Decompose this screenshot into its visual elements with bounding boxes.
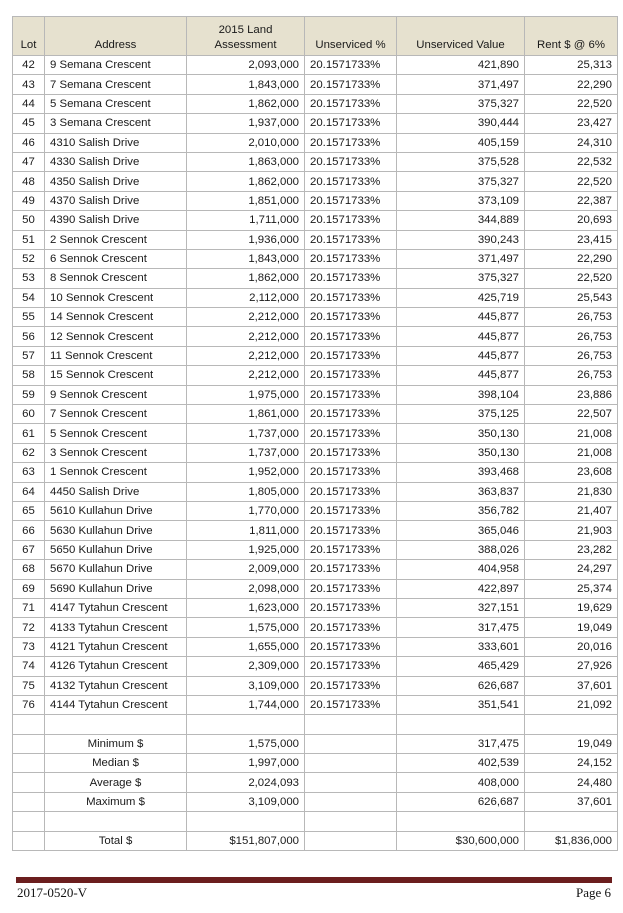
- cell-rent: 23,427: [525, 114, 618, 133]
- cell-unserviced-pct: 20.1571733%: [305, 424, 397, 443]
- cell-assessment: 1,623,000: [187, 598, 305, 617]
- blank-cell: [397, 715, 525, 734]
- cell-rent: 22,520: [525, 94, 618, 113]
- table-row: [13, 405, 618, 424]
- cell-rent: 26,753: [525, 346, 618, 365]
- cell-lot: 45: [13, 114, 45, 133]
- cell-assessment: 2,212,000: [187, 346, 305, 365]
- cell-rent: 21,903: [525, 521, 618, 540]
- blank-row: [13, 715, 618, 734]
- cell-lot: 49: [13, 191, 45, 210]
- cell-rent: 23,415: [525, 230, 618, 249]
- cell-unserviced-pct: 20.1571733%: [305, 637, 397, 656]
- cell-lot: 50: [13, 211, 45, 230]
- cell-lot: 62: [13, 443, 45, 462]
- cell-rent: 22,507: [525, 405, 618, 424]
- cell-assessment: 1,770,000: [187, 501, 305, 520]
- blank-cell: [305, 715, 397, 734]
- blank-cell: [13, 792, 45, 811]
- cell-address: 12 Sennok Crescent: [45, 327, 187, 346]
- cell-address: 7 Semana Crescent: [45, 75, 187, 94]
- cell-assessment: 1,937,000: [187, 114, 305, 133]
- blank-cell: [305, 773, 397, 792]
- cell-lot: 72: [13, 618, 45, 637]
- cell-unserviced-value: 371,497: [397, 249, 525, 268]
- cell-unserviced-pct: 20.1571733%: [305, 695, 397, 714]
- cell-lot: 56: [13, 327, 45, 346]
- cell-lot: 61: [13, 424, 45, 443]
- cell-address: 4132 Tytahun Crescent: [45, 676, 187, 695]
- summary-assessment: 3,109,000: [187, 792, 305, 811]
- table-row: [13, 579, 618, 598]
- cell-unserviced-value: 371,497: [397, 75, 525, 94]
- cell-assessment: 2,212,000: [187, 366, 305, 385]
- cell-unserviced-value: 393,468: [397, 463, 525, 482]
- cell-unserviced-pct: 20.1571733%: [305, 482, 397, 501]
- cell-unserviced-value: 373,109: [397, 191, 525, 210]
- table-row: [13, 327, 618, 346]
- cell-unserviced-pct: 20.1571733%: [305, 366, 397, 385]
- cell-unserviced-pct: 20.1571733%: [305, 56, 397, 75]
- cell-unserviced-value: 422,897: [397, 579, 525, 598]
- summary-rent: 24,480: [525, 773, 618, 792]
- cell-unserviced-pct: 20.1571733%: [305, 657, 397, 676]
- cell-lot: 76: [13, 695, 45, 714]
- table-row: [13, 191, 618, 210]
- cell-assessment: 1,805,000: [187, 482, 305, 501]
- table-row: [13, 230, 618, 249]
- cell-rent: 20,693: [525, 211, 618, 230]
- cell-unserviced-value: 365,046: [397, 521, 525, 540]
- cell-unserviced-value: 445,877: [397, 366, 525, 385]
- cell-lot: 52: [13, 249, 45, 268]
- total-assessment: $151,807,000: [187, 831, 305, 850]
- cell-assessment: 1,744,000: [187, 695, 305, 714]
- summary-row: [13, 773, 618, 792]
- total-label: Total $: [45, 831, 187, 850]
- cell-lot: 73: [13, 637, 45, 656]
- cell-assessment: 1,655,000: [187, 637, 305, 656]
- cell-address: 3 Sennok Crescent: [45, 443, 187, 462]
- table-row: [13, 637, 618, 656]
- cell-unserviced-pct: 20.1571733%: [305, 288, 397, 307]
- cell-lot: 67: [13, 540, 45, 559]
- cell-assessment: 1,711,000: [187, 211, 305, 230]
- table-row: [13, 152, 618, 171]
- cell-rent: 26,753: [525, 327, 618, 346]
- table-row: [13, 75, 618, 94]
- cell-unserviced-pct: 20.1571733%: [305, 501, 397, 520]
- cell-rent: 25,543: [525, 288, 618, 307]
- table-row: [13, 308, 618, 327]
- cell-rent: 24,310: [525, 133, 618, 152]
- cell-unserviced-pct: 20.1571733%: [305, 560, 397, 579]
- cell-unserviced-value: 350,130: [397, 424, 525, 443]
- cell-lot: 48: [13, 172, 45, 191]
- cell-unserviced-pct: 20.1571733%: [305, 269, 397, 288]
- table-row: [13, 288, 618, 307]
- cell-unserviced-value: 344,889: [397, 211, 525, 230]
- cell-unserviced-value: 465,429: [397, 657, 525, 676]
- table-row: [13, 560, 618, 579]
- cell-unserviced-pct: 20.1571733%: [305, 385, 397, 404]
- summary-value: 402,539: [397, 754, 525, 773]
- cell-assessment: 2,093,000: [187, 56, 305, 75]
- cell-address: 7 Sennok Crescent: [45, 405, 187, 424]
- cell-lot: 60: [13, 405, 45, 424]
- table-row: [13, 249, 618, 268]
- total-value: $30,600,000: [397, 831, 525, 850]
- table-row: [13, 598, 618, 617]
- cell-unserviced-value: 363,837: [397, 482, 525, 501]
- cell-unserviced-value: 626,687: [397, 676, 525, 695]
- cell-unserviced-pct: 20.1571733%: [305, 346, 397, 365]
- cell-assessment: 1,862,000: [187, 94, 305, 113]
- cell-address: 4133 Tytahun Crescent: [45, 618, 187, 637]
- page-number: Page 6: [575, 885, 611, 900]
- cell-unserviced-pct: 20.1571733%: [305, 579, 397, 598]
- table-row: [13, 211, 618, 230]
- cell-rent: 25,313: [525, 56, 618, 75]
- blank-row: [13, 812, 618, 831]
- table-row: [13, 521, 618, 540]
- blank-cell: [13, 754, 45, 773]
- cell-lot: 65: [13, 501, 45, 520]
- cell-address: 9 Semana Crescent: [45, 56, 187, 75]
- cell-unserviced-pct: 20.1571733%: [305, 114, 397, 133]
- cell-assessment: 1,862,000: [187, 269, 305, 288]
- cell-address: 4330 Salish Drive: [45, 152, 187, 171]
- cell-address: 4144 Tytahun Crescent: [45, 695, 187, 714]
- cell-lot: 64: [13, 482, 45, 501]
- cell-unserviced-value: 375,327: [397, 269, 525, 288]
- cell-unserviced-value: 405,159: [397, 133, 525, 152]
- summary-label: Median $: [45, 754, 187, 773]
- header-unserviced-value: Unserviced Value: [397, 17, 525, 56]
- table-row: [13, 366, 618, 385]
- cell-unserviced-pct: 20.1571733%: [305, 405, 397, 424]
- blank-cell: [525, 715, 618, 734]
- header-assessment: 2015 Land Assessment: [187, 17, 305, 56]
- cell-unserviced-value: 425,719: [397, 288, 525, 307]
- blank-cell: [525, 812, 618, 831]
- cell-unserviced-value: 317,475: [397, 618, 525, 637]
- cell-assessment: 1,575,000: [187, 618, 305, 637]
- cell-rent: 21,407: [525, 501, 618, 520]
- cell-unserviced-pct: 20.1571733%: [305, 676, 397, 695]
- cell-assessment: 2,098,000: [187, 579, 305, 598]
- cell-address: 2 Sennok Crescent: [45, 230, 187, 249]
- cell-rent: 27,926: [525, 657, 618, 676]
- cell-assessment: 1,861,000: [187, 405, 305, 424]
- table-row: [13, 657, 618, 676]
- cell-rent: 23,282: [525, 540, 618, 559]
- cell-rent: 20,016: [525, 637, 618, 656]
- cell-lot: 55: [13, 308, 45, 327]
- cell-assessment: 1,851,000: [187, 191, 305, 210]
- cell-assessment: 3,109,000: [187, 676, 305, 695]
- table-row: [13, 443, 618, 462]
- cell-assessment: 2,212,000: [187, 327, 305, 346]
- table-row: [13, 94, 618, 113]
- cell-unserviced-pct: 20.1571733%: [305, 230, 397, 249]
- document-id: 2017-0520-V: [17, 885, 88, 900]
- blank-cell: [13, 734, 45, 753]
- cell-unserviced-value: 356,782: [397, 501, 525, 520]
- cell-lot: 75: [13, 676, 45, 695]
- cell-address: 4121 Tytahun Crescent: [45, 637, 187, 656]
- summary-assessment: 1,575,000: [187, 734, 305, 753]
- cell-unserviced-pct: 20.1571733%: [305, 133, 397, 152]
- cell-unserviced-value: 333,601: [397, 637, 525, 656]
- table-row: [13, 695, 618, 714]
- summary-label: Maximum $: [45, 792, 187, 811]
- cell-rent: 21,830: [525, 482, 618, 501]
- cell-lot: 58: [13, 366, 45, 385]
- cell-unserviced-value: 375,125: [397, 405, 525, 424]
- cell-rent: 22,520: [525, 269, 618, 288]
- cell-unserviced-pct: 20.1571733%: [305, 172, 397, 191]
- cell-unserviced-value: 445,877: [397, 327, 525, 346]
- cell-address: 11 Sennok Crescent: [45, 346, 187, 365]
- cell-rent: 22,520: [525, 172, 618, 191]
- summary-label: Average $: [45, 773, 187, 792]
- summary-value: 626,687: [397, 792, 525, 811]
- cell-assessment: 1,936,000: [187, 230, 305, 249]
- cell-rent: 19,049: [525, 618, 618, 637]
- cell-address: 5650 Kullahun Drive: [45, 540, 187, 559]
- cell-rent: 25,374: [525, 579, 618, 598]
- blank-cell: [187, 715, 305, 734]
- table-row: [13, 676, 618, 695]
- table-row: [13, 463, 618, 482]
- cell-lot: 66: [13, 521, 45, 540]
- cell-unserviced-pct: 20.1571733%: [305, 540, 397, 559]
- cell-assessment: 1,862,000: [187, 172, 305, 191]
- summary-value: 408,000: [397, 773, 525, 792]
- cell-lot: 47: [13, 152, 45, 171]
- blank-cell: [45, 812, 187, 831]
- cell-unserviced-value: 375,327: [397, 172, 525, 191]
- table-row: [13, 501, 618, 520]
- cell-unserviced-pct: 20.1571733%: [305, 94, 397, 113]
- cell-address: 4450 Salish Drive: [45, 482, 187, 501]
- summary-value: 317,475: [397, 734, 525, 753]
- cell-lot: 74: [13, 657, 45, 676]
- table-row: [13, 618, 618, 637]
- cell-lot: 57: [13, 346, 45, 365]
- cell-unserviced-value: 404,958: [397, 560, 525, 579]
- cell-lot: 51: [13, 230, 45, 249]
- table-header-row: [13, 17, 618, 56]
- blank-cell: [13, 715, 45, 734]
- cell-address: 4370 Salish Drive: [45, 191, 187, 210]
- cell-rent: 21,008: [525, 443, 618, 462]
- cell-unserviced-pct: 20.1571733%: [305, 443, 397, 462]
- cell-rent: 23,608: [525, 463, 618, 482]
- table-row: [13, 56, 618, 75]
- cell-unserviced-value: 351,541: [397, 695, 525, 714]
- cell-unserviced-pct: 20.1571733%: [305, 152, 397, 171]
- cell-address: 4390 Salish Drive: [45, 211, 187, 230]
- cell-address: 4310 Salish Drive: [45, 133, 187, 152]
- blank-cell: [305, 734, 397, 753]
- header-address: Address: [45, 17, 187, 56]
- table-row: [13, 540, 618, 559]
- table-row: [13, 385, 618, 404]
- cell-unserviced-value: 375,327: [397, 94, 525, 113]
- cell-unserviced-pct: 20.1571733%: [305, 191, 397, 210]
- cell-assessment: 1,863,000: [187, 152, 305, 171]
- blank-cell: [305, 754, 397, 773]
- cell-lot: 46: [13, 133, 45, 152]
- summary-label: Minimum $: [45, 734, 187, 753]
- summary-assessment: 2,024,093: [187, 773, 305, 792]
- footer-divider: [16, 877, 612, 883]
- cell-assessment: 1,925,000: [187, 540, 305, 559]
- cell-rent: 26,753: [525, 366, 618, 385]
- blank-cell: [13, 831, 45, 850]
- cell-address: 3 Semana Crescent: [45, 114, 187, 133]
- cell-rent: 26,753: [525, 308, 618, 327]
- table-row: [13, 482, 618, 501]
- cell-assessment: 1,843,000: [187, 75, 305, 94]
- blank-cell: [13, 812, 45, 831]
- summary-rent: 37,601: [525, 792, 618, 811]
- cell-lot: 69: [13, 579, 45, 598]
- header-rent: Rent $ @ 6%: [525, 17, 618, 56]
- cell-unserviced-pct: 20.1571733%: [305, 75, 397, 94]
- table-row: [13, 269, 618, 288]
- table-row: [13, 424, 618, 443]
- cell-assessment: 2,112,000: [187, 288, 305, 307]
- cell-address: 6 Sennok Crescent: [45, 249, 187, 268]
- header-unserviced-pct: Unserviced %: [305, 17, 397, 56]
- cell-lot: 63: [13, 463, 45, 482]
- cell-unserviced-pct: 20.1571733%: [305, 598, 397, 617]
- cell-lot: 43: [13, 75, 45, 94]
- summary-rent: 24,152: [525, 754, 618, 773]
- cell-rent: 22,290: [525, 249, 618, 268]
- cell-rent: 22,532: [525, 152, 618, 171]
- table-row: [13, 346, 618, 365]
- cell-lot: 44: [13, 94, 45, 113]
- cell-lot: 68: [13, 560, 45, 579]
- cell-unserviced-value: 421,890: [397, 56, 525, 75]
- cell-assessment: 1,843,000: [187, 249, 305, 268]
- cell-assessment: 2,009,000: [187, 560, 305, 579]
- blank-cell: [45, 715, 187, 734]
- cell-unserviced-pct: 20.1571733%: [305, 327, 397, 346]
- table-row: [13, 133, 618, 152]
- cell-unserviced-pct: 20.1571733%: [305, 521, 397, 540]
- blank-cell: [305, 831, 397, 850]
- cell-lot: 59: [13, 385, 45, 404]
- cell-address: 15 Sennok Crescent: [45, 366, 187, 385]
- total-row: [13, 831, 618, 850]
- cell-address: 10 Sennok Crescent: [45, 288, 187, 307]
- cell-unserviced-value: 390,243: [397, 230, 525, 249]
- cell-unserviced-pct: 20.1571733%: [305, 463, 397, 482]
- cell-assessment: 2,309,000: [187, 657, 305, 676]
- blank-cell: [305, 792, 397, 811]
- cell-unserviced-value: 375,528: [397, 152, 525, 171]
- cell-unserviced-pct: 20.1571733%: [305, 211, 397, 230]
- cell-address: 5610 Kullahun Drive: [45, 501, 187, 520]
- cell-lot: 42: [13, 56, 45, 75]
- cell-rent: 37,601: [525, 676, 618, 695]
- cell-address: 5690 Kullahun Drive: [45, 579, 187, 598]
- cell-address: 5630 Kullahun Drive: [45, 521, 187, 540]
- cell-assessment: 1,952,000: [187, 463, 305, 482]
- cell-address: 8 Sennok Crescent: [45, 269, 187, 288]
- cell-unserviced-pct: 20.1571733%: [305, 249, 397, 268]
- blank-cell: [397, 812, 525, 831]
- cell-assessment: 1,811,000: [187, 521, 305, 540]
- cell-address: 4147 Tytahun Crescent: [45, 598, 187, 617]
- cell-unserviced-value: 398,104: [397, 385, 525, 404]
- cell-rent: 22,387: [525, 191, 618, 210]
- cell-address: 5 Semana Crescent: [45, 94, 187, 113]
- cell-unserviced-pct: 20.1571733%: [305, 618, 397, 637]
- cell-rent: 21,008: [525, 424, 618, 443]
- cell-unserviced-value: 350,130: [397, 443, 525, 462]
- cell-address: 1 Sennok Crescent: [45, 463, 187, 482]
- cell-lot: 71: [13, 598, 45, 617]
- cell-assessment: 1,975,000: [187, 385, 305, 404]
- summary-assessment: 1,997,000: [187, 754, 305, 773]
- lot-assessment-table: [12, 16, 618, 851]
- table-row: [13, 114, 618, 133]
- cell-unserviced-value: 445,877: [397, 308, 525, 327]
- blank-cell: [305, 812, 397, 831]
- summary-row: [13, 734, 618, 753]
- cell-unserviced-value: 388,026: [397, 540, 525, 559]
- summary-rent: 19,049: [525, 734, 618, 753]
- cell-address: 5670 Kullahun Drive: [45, 560, 187, 579]
- cell-address: 4350 Salish Drive: [45, 172, 187, 191]
- cell-unserviced-value: 327,151: [397, 598, 525, 617]
- blank-cell: [187, 812, 305, 831]
- cell-rent: 19,629: [525, 598, 618, 617]
- cell-address: 5 Sennok Crescent: [45, 424, 187, 443]
- summary-row: [13, 792, 618, 811]
- cell-lot: 54: [13, 288, 45, 307]
- cell-address: 14 Sennok Crescent: [45, 308, 187, 327]
- cell-rent: 22,290: [525, 75, 618, 94]
- header-lot: Lot: [13, 17, 45, 56]
- cell-rent: 24,297: [525, 560, 618, 579]
- cell-address: 4126 Tytahun Crescent: [45, 657, 187, 676]
- cell-assessment: 1,737,000: [187, 443, 305, 462]
- cell-rent: 23,886: [525, 385, 618, 404]
- cell-rent: 21,092: [525, 695, 618, 714]
- cell-assessment: 2,212,000: [187, 308, 305, 327]
- cell-assessment: 1,737,000: [187, 424, 305, 443]
- cell-unserviced-value: 445,877: [397, 346, 525, 365]
- summary-row: [13, 754, 618, 773]
- blank-cell: [13, 773, 45, 792]
- total-rent: $1,836,000: [525, 831, 618, 850]
- cell-unserviced-pct: 20.1571733%: [305, 308, 397, 327]
- table-row: [13, 172, 618, 191]
- cell-assessment: 2,010,000: [187, 133, 305, 152]
- cell-address: 9 Sennok Crescent: [45, 385, 187, 404]
- cell-unserviced-value: 390,444: [397, 114, 525, 133]
- cell-lot: 53: [13, 269, 45, 288]
